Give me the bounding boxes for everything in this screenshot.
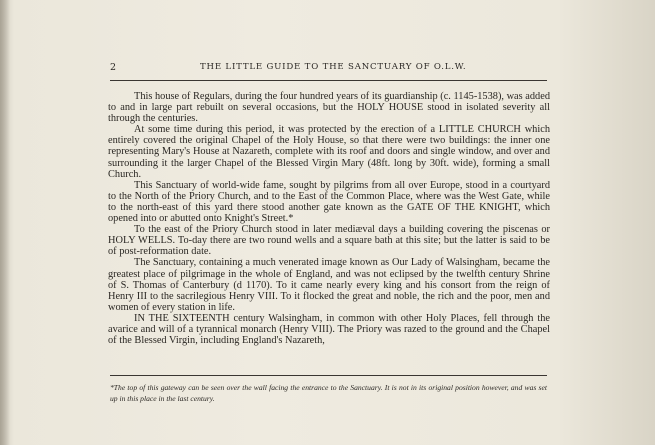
paragraph: This Sanctuary of world-wide fame, sought by pilgrims from all over Europe, stood in a courtyard to the North of the Priory Church, and to the East of the Common Place, where was the West Gate, while to the north-east of this yard there stood another gate known as the GATE OF THE KNIGHT, which opened into or abutted onto Knight's Street.* (108, 179, 550, 225)
footnote-rule (110, 375, 547, 376)
paragraph: At some time during this period, it was protected by the erection of a LITTLE CHURCH which entirely covered the original Chapel of the Holy House, so that there were two buildings: the inner one representing Mary's House at Nazareth, complete with its roof and doors and single window, and over and surrounding it the larger Chapel of the Blessed Virgin Mary (48ft. long by 30ft. wide), forming a small Church. (108, 124, 550, 180)
page-header (110, 60, 547, 81)
paragraph: This house of Regulars, during the four hundred years of its guardianship (c. 1145-1538), was added to and in large part rebuilt on several occasions, but the HOLY HOUSE stood in isolated severity all through the centuries. (108, 91, 550, 125)
binding-shadow (0, 0, 10, 445)
paragraph: The Sanctuary, containing a much venerated image known as Our Lady of Walsingham, became the greatest place of pilgrimage in the whole of England, and was not eclipsed by the twelfth century Shrine of S. Thomas of Canterbury (d 1170). To it came nearly every king and his consort from the reign of Henry III to the sacrilegious Henry VIII. To it flocked the great and noble, the rich and the poor, men and women of every station in life. (108, 257, 550, 313)
body-text (108, 91, 550, 346)
running-title: THE LITTLE GUIDE TO THE SANCTUARY OF O.L.W. (200, 62, 467, 72)
paragraph: IN THE SIXTEENTH century Walsingham, in common with other Holy Places, fell through the avarice and will of a tyrannical monarch (Henry VIII). The Priory was razed to the ground and the Chapel of the Blessed Virgin, including England's Nazareth, (108, 312, 550, 347)
paragraph: To the east of the Priory Church stood in later mediæval days a building covering the piscenas or HOLY WELLS. To-day there are two round wells and a square bath at this site; but the latter is said to be of post-reformation date. (108, 224, 550, 258)
page-number: 2 (110, 62, 117, 73)
footnote: *The top of this gateway can be seen over the wall facing the entrance to the Sanctuary. It is not in its original position however, and was set up in this place in the last century. (110, 383, 547, 403)
